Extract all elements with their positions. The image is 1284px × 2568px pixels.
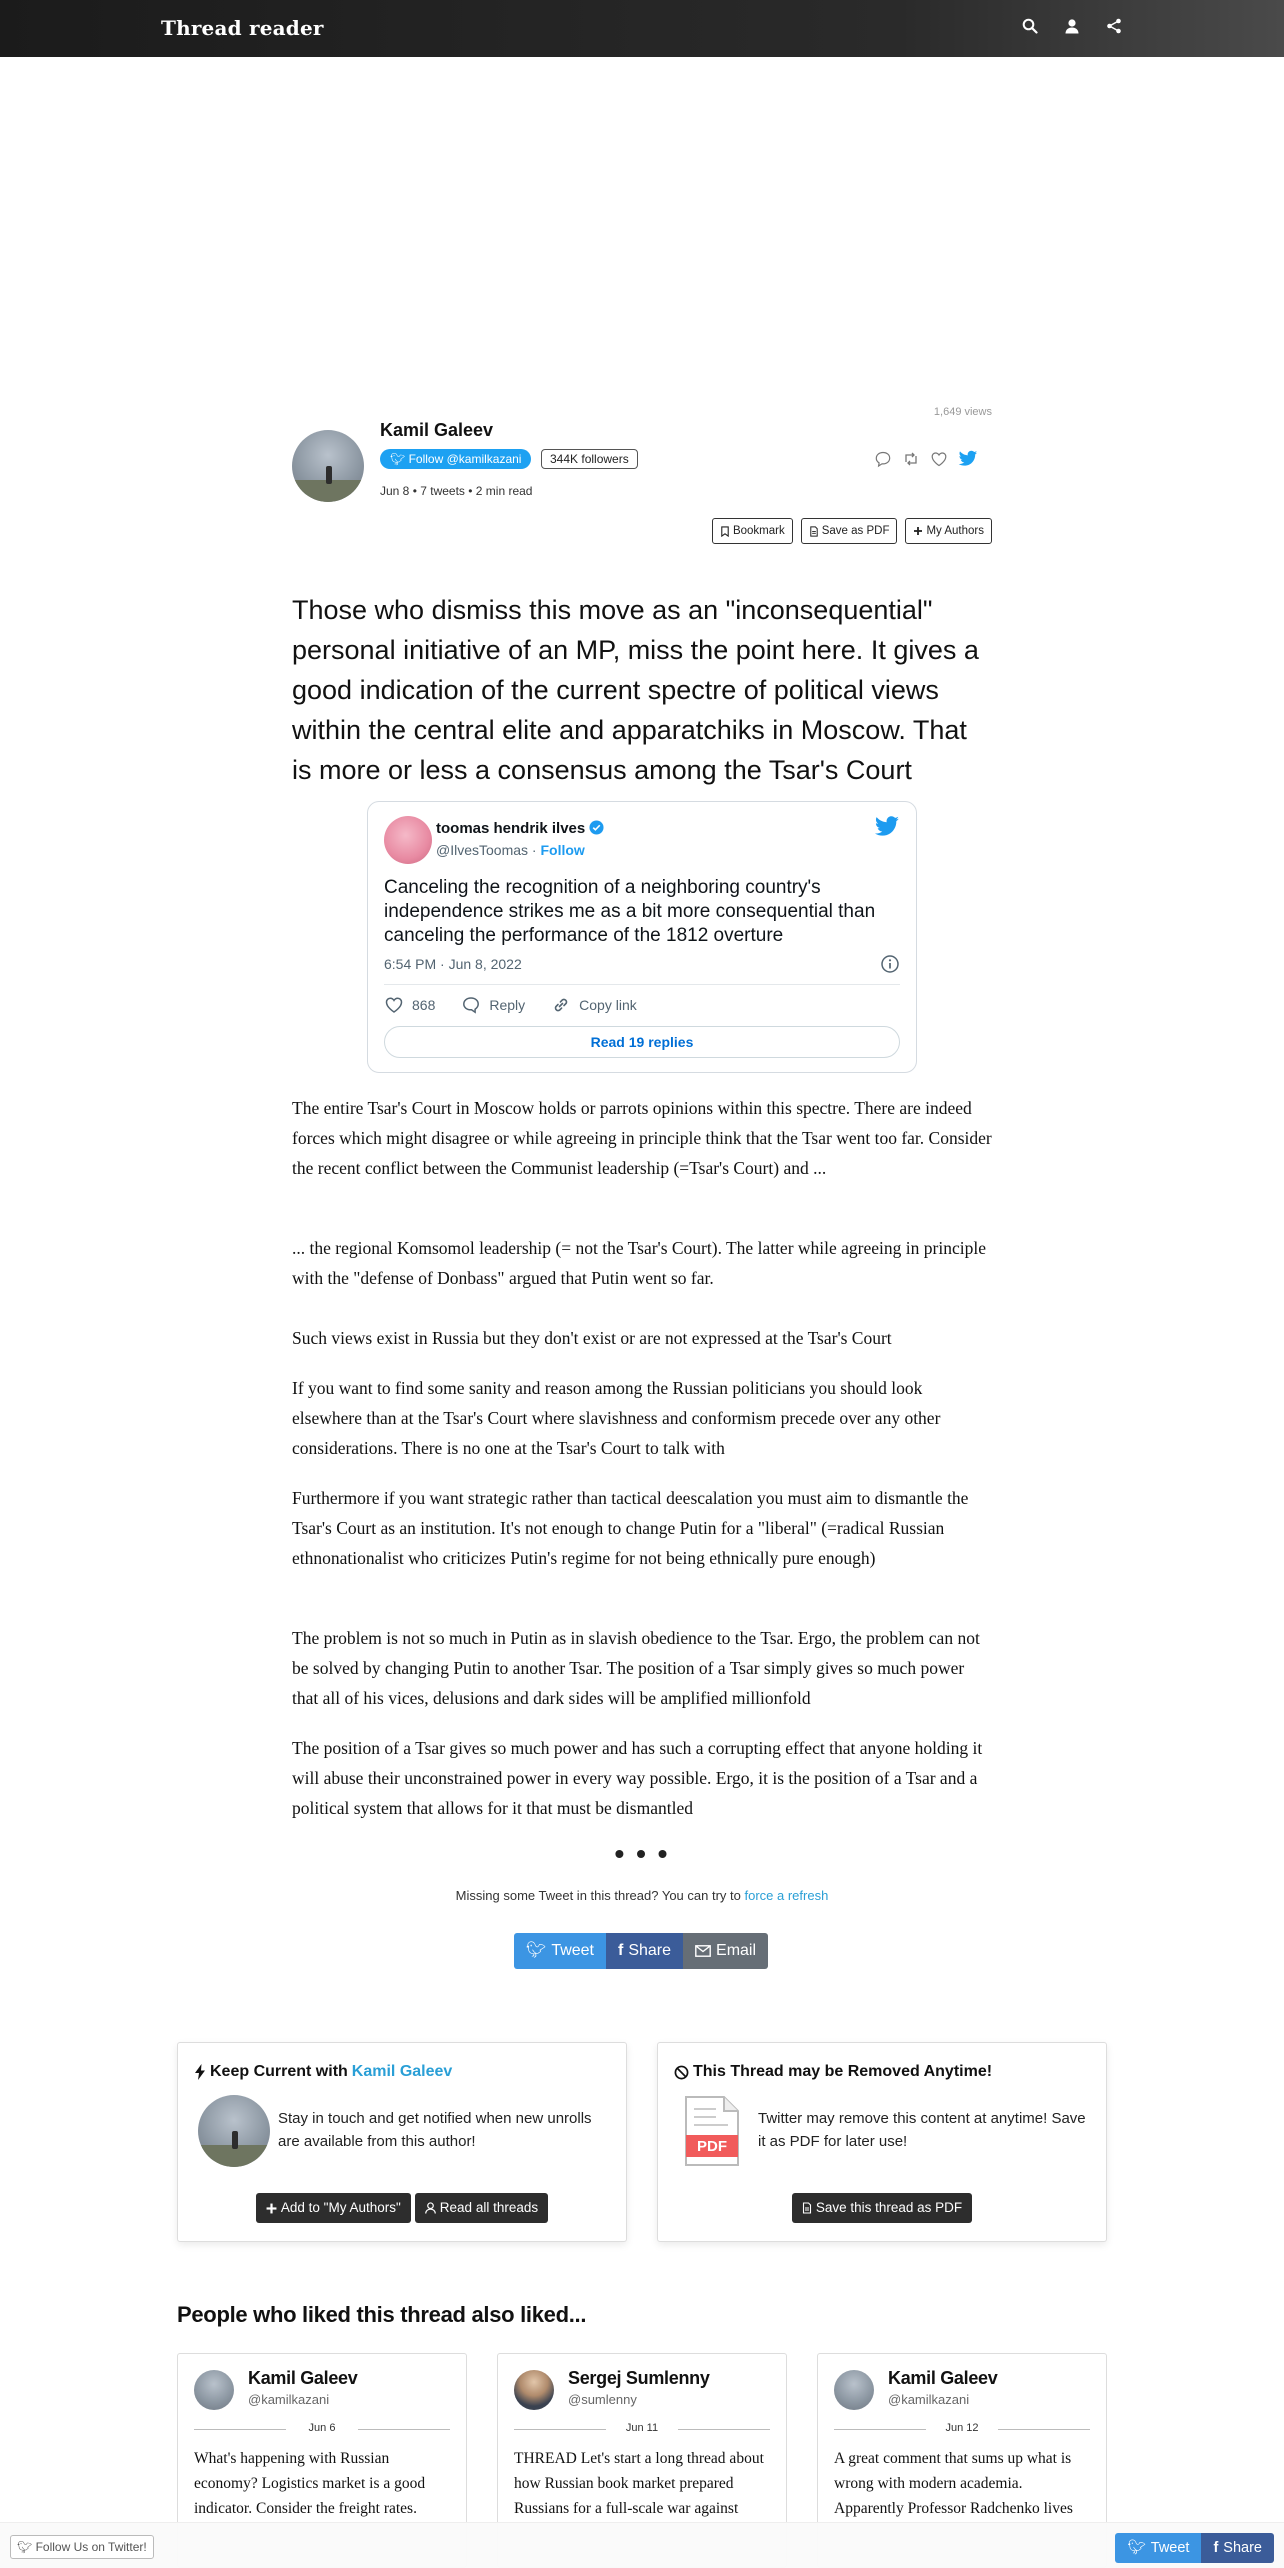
top-navbar bbox=[0, 0, 1284, 57]
share-buttons bbox=[514, 1933, 768, 1969]
tweet-action-icons bbox=[874, 450, 978, 470]
thread-tweet-4: If you want to find some sanity and reason among the Russian politicians you should look elsewhere than at the Tsar's Court where slavishness and conformism precede over any other considerations. There is no one at the Tsar's Court to talk with bbox=[292, 1378, 941, 1458]
bookmark-label: Bookmark bbox=[732, 525, 785, 537]
footer-share-button[interactable] bbox=[1201, 2533, 1274, 2563]
related-date: Jun 6 bbox=[194, 2422, 450, 2434]
top-icons bbox=[1022, 18, 1126, 38]
facebook-share-button[interactable] bbox=[606, 1933, 683, 1969]
search-icon[interactable] bbox=[1022, 18, 1042, 38]
footer-share-label: Share bbox=[1223, 2540, 1262, 2556]
save-pdf-button[interactable] bbox=[801, 518, 898, 544]
bookmark-button[interactable] bbox=[712, 518, 793, 544]
related-author-name: Kamil Galeev bbox=[248, 2368, 358, 2388]
comment-icon bbox=[461, 995, 481, 1015]
twitter-icon[interactable] bbox=[958, 450, 978, 470]
heart-icon[interactable] bbox=[930, 450, 950, 470]
related-avatar bbox=[194, 2370, 234, 2410]
add-authors-label: Add to "My Authors" bbox=[280, 2200, 401, 2215]
twitter-bird-icon: 🐦︎ bbox=[1127, 2540, 1146, 2556]
pdf-label: PDF bbox=[697, 2138, 727, 2155]
may-be-removed-card bbox=[657, 2042, 1107, 2242]
save-thread-pdf-label: Save this thread as PDF bbox=[815, 2200, 963, 2215]
info-icon[interactable] bbox=[880, 954, 900, 974]
may-be-removed-title-text: This Thread may be Removed Anytime! bbox=[693, 2063, 993, 2080]
thread-tweet-5: Furthermore if you want strategic rather than tactical deescalation you must aim to dismantle the Tsar's Court as an institution. It's not enough to change Putin for a "liberal" (=radical Russian ethnonationalist who criticizes Putin's regime for not being ethnically pure enough) bbox=[292, 1488, 969, 1568]
missing-tweet-notice bbox=[0, 1888, 1284, 1903]
footer-tweet-label: Tweet bbox=[1150, 2540, 1190, 2556]
may-be-removed-title bbox=[674, 2063, 992, 2081]
reply-icon[interactable] bbox=[874, 450, 894, 470]
tweet-share-label: Tweet bbox=[551, 1942, 594, 1959]
twitter-logo-icon[interactable] bbox=[874, 816, 900, 838]
embed-name-text: toomas hendrik ilves bbox=[436, 820, 586, 837]
share-icon[interactable] bbox=[1106, 18, 1126, 38]
embed-divider bbox=[384, 984, 900, 985]
thread-tweet-1: The entire Tsar's Court in Moscow holds or parrots opinions within this spectre. There are indeed forces which might disagree or while agreeing in principle think that the Tsar went too far. Consider the recent conflict between the Communist leadership (=Tsar's Court) and ... bbox=[292, 1098, 992, 1178]
embed-reply-button[interactable] bbox=[461, 995, 525, 1015]
sticky-footer bbox=[0, 2522, 1284, 2568]
brand-logo[interactable]: Thread reader bbox=[161, 16, 324, 40]
save-pdf-label: Save as PDF bbox=[821, 525, 890, 537]
footer-share-buttons bbox=[1115, 2533, 1274, 2563]
may-be-removed-buttons bbox=[658, 2193, 1106, 2223]
embed-like-button[interactable] bbox=[384, 995, 435, 1015]
email-share-button[interactable] bbox=[683, 1933, 768, 1969]
thread-tweet-2: ... the regional Komsomol leadership (= not the Tsar's Court). The latter while agreeing in principle with the "defense of Donbass" argued that Putin went so far. bbox=[292, 1238, 986, 1288]
view-count: 1,649 views bbox=[933, 406, 992, 418]
related-text: THREAD Let's start a long thread about how Russian book market prepared Russians for a full-scale war against bbox=[514, 2450, 764, 2517]
embed-tweet-text: Canceling the recognition of a neighboring country's independence strikes me as a bit more consequential than canceling the performance of the 1812 overture bbox=[384, 877, 876, 946]
envelope-icon bbox=[695, 1945, 711, 1957]
email-share-label: Email bbox=[716, 1942, 757, 1959]
embed-reply-label: Reply bbox=[489, 997, 526, 1013]
follow-us-button[interactable] bbox=[10, 2535, 154, 2559]
facebook-icon: f bbox=[618, 1942, 624, 1959]
embed-copy-label: Copy link bbox=[579, 997, 637, 1013]
force-refresh-link[interactable]: force a refresh bbox=[744, 1888, 829, 1903]
twitter-bird-icon: 🐦︎ bbox=[526, 1942, 547, 1959]
also-liked-heading: People who liked this thread also liked... bbox=[177, 2302, 587, 2327]
thread-tweet-3: Such views exist in Russia but they don't exist or are not expressed at the Tsar's Court bbox=[292, 1328, 892, 1348]
footer-tweet-button[interactable] bbox=[1115, 2533, 1201, 2563]
keep-current-author-link[interactable]: Kamil Galeev bbox=[351, 2063, 453, 2080]
related-avatar bbox=[514, 2370, 554, 2410]
thread-meta: Jun 8 • 7 tweets • 2 min read bbox=[380, 484, 533, 498]
tweet-share-button[interactable] bbox=[514, 1933, 606, 1969]
plus-icon bbox=[913, 526, 923, 536]
facebook-icon: f bbox=[1213, 2540, 1219, 2556]
thread-lead-tweet: Those who dismiss this move as an "inconsequential" personal initiative of an MP, miss the point here. It gives a good indication of the current spectre of political views within the central elite and apparatchiks in Moscow. That is more or less a consensus among the Tsar's Court bbox=[292, 595, 979, 785]
pdf-file-icon bbox=[682, 2095, 742, 2167]
related-date: Jun 12 bbox=[834, 2422, 1090, 2434]
related-author-name: Sergej Sumlenny bbox=[568, 2368, 710, 2388]
related-text: What's happening with Russian economy? Logistics market is a good indicator. Consider the freight rates. bbox=[194, 2450, 426, 2517]
embed-avatar[interactable] bbox=[384, 816, 432, 864]
twitter-bird-icon: 🐦︎ bbox=[390, 452, 406, 466]
author-avatar[interactable] bbox=[292, 430, 364, 502]
retweet-icon[interactable] bbox=[902, 450, 922, 470]
related-date: Jun 11 bbox=[514, 2422, 770, 2434]
facebook-share-label: Share bbox=[628, 1942, 672, 1959]
follow-us-label: Follow Us on Twitter! bbox=[35, 2540, 147, 2554]
related-text: A great comment that sums up what is wrong with modern academia. Apparently Professor Radchenko lives bbox=[834, 2450, 1073, 2517]
follow-button[interactable] bbox=[380, 449, 531, 469]
embed-author-name[interactable] bbox=[436, 820, 604, 837]
missing-text: Missing some Tweet in this thread? You can try to bbox=[455, 1888, 741, 1903]
embed-follow-link[interactable]: Follow bbox=[540, 842, 585, 858]
heart-icon bbox=[384, 995, 404, 1015]
twitter-bird-icon: 🐦︎ bbox=[17, 2540, 33, 2554]
embed-copy-link-button[interactable] bbox=[551, 995, 637, 1015]
read-all-label: Read all threads bbox=[439, 2200, 539, 2215]
related-avatar bbox=[834, 2370, 874, 2410]
embed-handle: @IlvesToomas bbox=[436, 842, 529, 858]
link-icon bbox=[551, 995, 571, 1015]
follow-label: Follow @kamilkazani bbox=[408, 452, 522, 466]
thread-tweet-6: The problem is not so much in Putin as in slavish obedience to the Tsar. Ergo, the problem can not be solved by changing Putin to another Tsar. The position of a Tsar simply gives so much power that all of his vices, delusions and dark sides will be amplified millionfold bbox=[292, 1628, 980, 1708]
related-author-handle: @sumlenny bbox=[568, 2392, 637, 2407]
keep-current-card bbox=[177, 2042, 627, 2242]
user-icon[interactable] bbox=[1064, 18, 1084, 38]
my-authors-label: My Authors bbox=[926, 525, 984, 537]
thread-end-marker: • • • bbox=[614, 1838, 670, 1869]
save-thread-pdf-button[interactable] bbox=[792, 2193, 972, 2223]
thread-actions bbox=[712, 518, 992, 544]
keep-current-text: Stay in touch and get notified when new unrolls are available from this author! bbox=[278, 2110, 592, 2150]
my-authors-button[interactable] bbox=[905, 518, 992, 544]
embed-like-count: 868 bbox=[412, 997, 436, 1013]
user-icon bbox=[425, 2202, 436, 2214]
read-replies-button[interactable]: Read 19 replies bbox=[384, 1026, 900, 1058]
keep-current-title bbox=[194, 2063, 452, 2081]
add-to-my-authors-button[interactable] bbox=[256, 2193, 411, 2223]
followers-badge: 344K followers bbox=[541, 449, 638, 469]
author-name[interactable]: Kamil Galeev bbox=[380, 420, 494, 440]
bookmark-icon bbox=[720, 526, 730, 537]
embed-handle-row: @IlvesToomas · Follow bbox=[436, 842, 585, 858]
read-all-threads-button[interactable] bbox=[415, 2193, 548, 2223]
keep-current-buttons bbox=[178, 2193, 626, 2223]
file-icon bbox=[809, 526, 819, 537]
author-avatar[interactable] bbox=[198, 2095, 270, 2167]
author-header bbox=[292, 400, 992, 560]
file-icon bbox=[802, 2202, 812, 2214]
related-author-handle: @kamilkazani bbox=[248, 2392, 330, 2407]
keep-current-prefix: Keep Current with bbox=[210, 2063, 348, 2080]
verified-icon bbox=[589, 820, 604, 835]
embedded-tweet[interactable] bbox=[367, 801, 917, 1073]
related-author-handle: @kamilkazani bbox=[888, 2392, 970, 2407]
may-be-removed-text: Twitter may remove this content at anytime! Save it as PDF for later use! bbox=[758, 2110, 1086, 2150]
plus-icon bbox=[266, 2203, 277, 2214]
bolt-icon bbox=[194, 2064, 206, 2080]
thread-tweet-7: The position of a Tsar gives so much power and has such a corrupting effect that anyone holding it will abuse their unconstrained power in every way possible. Ergo, it is the position of a Tsar and a political system that allows for it that must be dismantled bbox=[292, 1738, 983, 1818]
embed-timestamp[interactable]: 6:54 PM · Jun 8, 2022 bbox=[384, 956, 522, 972]
ban-icon bbox=[674, 2065, 689, 2080]
related-author-name: Kamil Galeev bbox=[888, 2368, 998, 2388]
embed-actions bbox=[384, 995, 637, 1015]
